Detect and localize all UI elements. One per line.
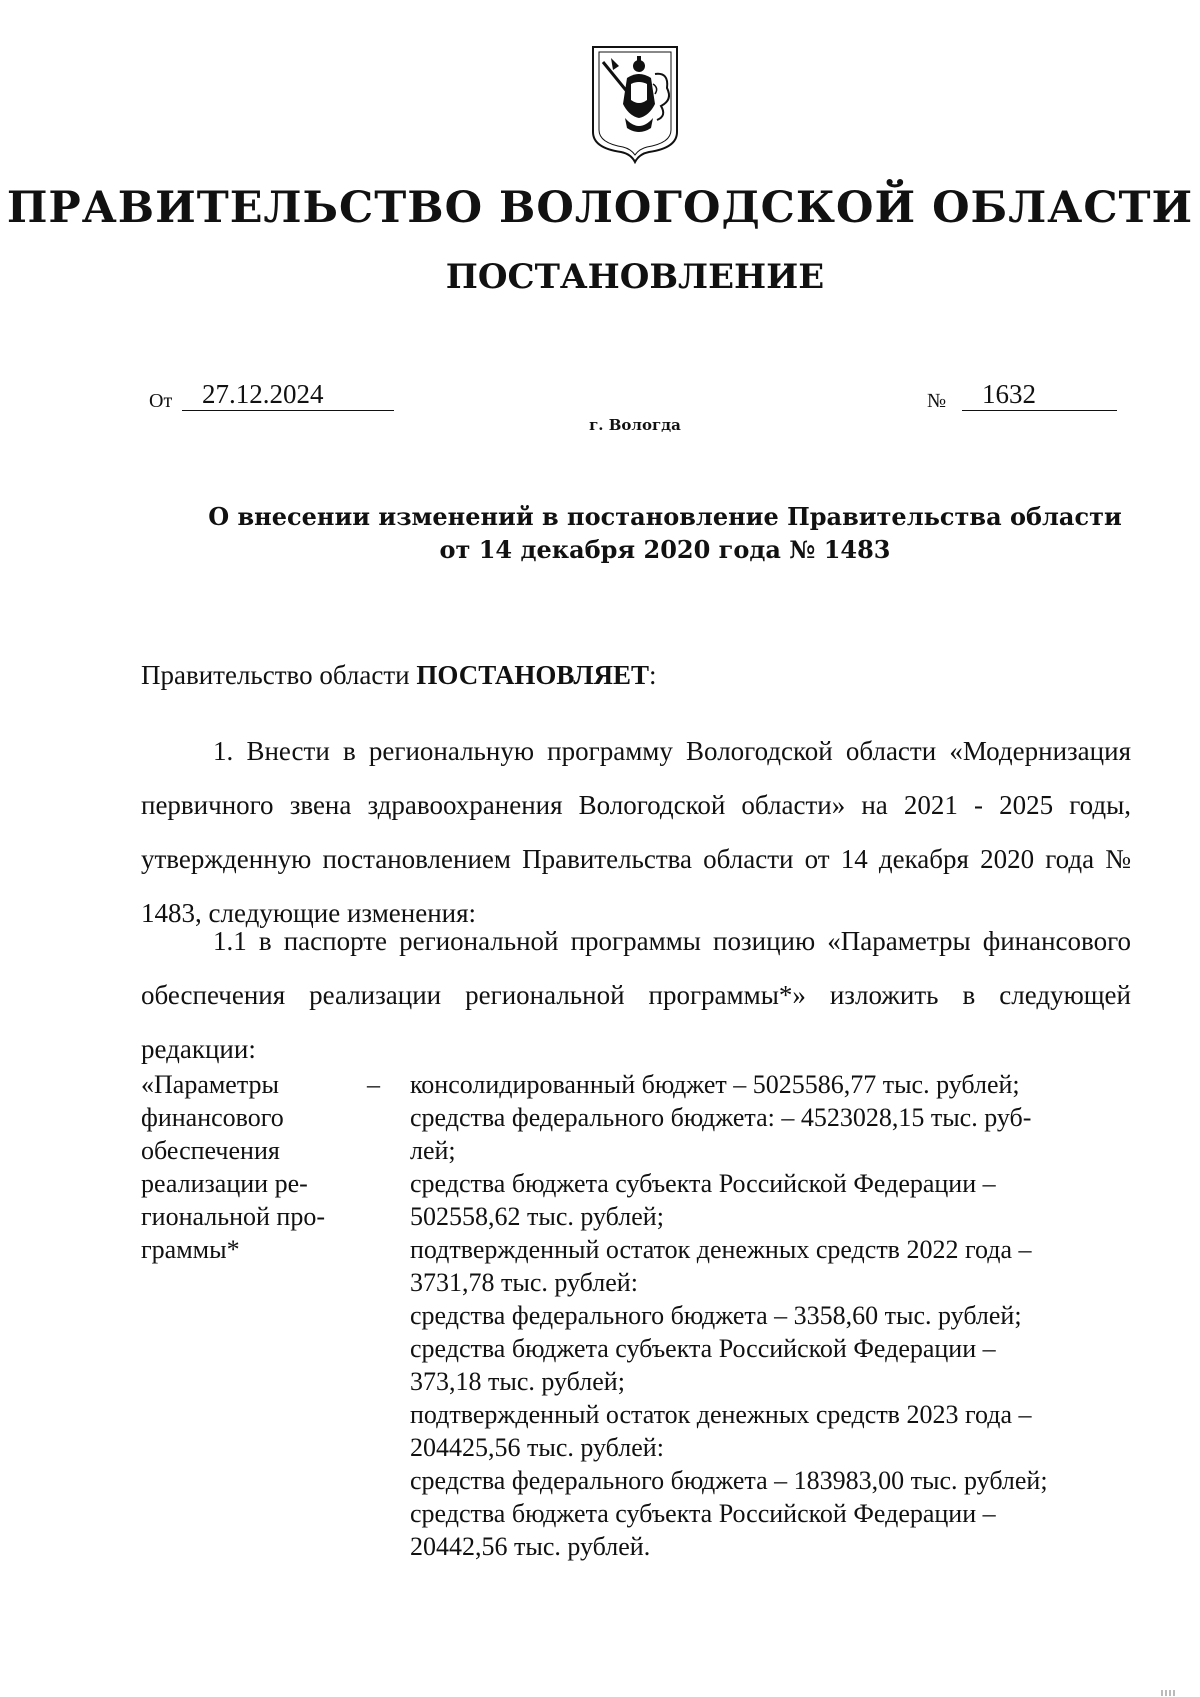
subject-line-1: О внесении изменений в постановление Правительства области [208, 502, 1122, 531]
decree-lead [141, 660, 1131, 691]
financing-label-line: реализации ре- [141, 1169, 308, 1198]
document-subject [0, 500, 1200, 566]
number-label: № [927, 390, 947, 412]
document-number: 1632 [962, 378, 1117, 411]
financing-line: средства федерального бюджета – 3358,60 тыс. рублей; [410, 1301, 1022, 1330]
financing-label-line: обеспечения [141, 1136, 280, 1165]
decree-lead-bold: ПОСТАНОВЛЯЕТ [416, 660, 649, 690]
financing-line: лей; [410, 1136, 456, 1165]
city-name: г. Вологда [589, 416, 681, 434]
paragraph-1: 1. Внести в региональную программу Вологодской области «Модернизация первичного звена здравоохранения Вологодской области» на 2021 - 2025 годы, утвержденную постановлением Правительства области от 14 декабря 2020 года № 1483, следующие изменения: [141, 736, 1131, 928]
subject-line-2: от 14 декабря 2020 года № 1483 [439, 535, 891, 564]
financing-dash: – [367, 1070, 380, 1099]
financing-line: 20442,56 тыс. рублей. [410, 1532, 651, 1561]
financing-line: 3731,78 тыс. рублей: [410, 1268, 638, 1297]
financing-line: 373,18 тыс. рублей; [410, 1367, 625, 1396]
financing-label-line: гиональной про- [141, 1202, 325, 1231]
financing-line: средства бюджета субъекта Российской Федерации – [410, 1169, 996, 1198]
decree-lead-text: Правительство области [141, 660, 417, 690]
financing-line: консолидированный бюджет – 5025586,77 тыс. рублей; [410, 1070, 1020, 1099]
financing-line: средства федерального бюджета: – 4523028,15 тыс. руб- [410, 1103, 1032, 1132]
financing-label-line: «Параметры [141, 1070, 279, 1099]
financing-line: подтвержденный остаток денежных средств 2022 года – [410, 1235, 1032, 1264]
financing-label-line: граммы* [141, 1235, 240, 1264]
organization-title: ПРАВИТЕЛЬСТВО ВОЛОГОДСКОЙ ОБЛАСТИ [6, 183, 1194, 233]
decree-lead-tail: : [648, 660, 657, 690]
document-type: ПОСТАНОВЛЕНИЕ [445, 257, 825, 297]
financing-line: средства бюджета субъекта Российской Федерации – [410, 1334, 996, 1363]
coat-of-arms-emblem [589, 44, 681, 164]
financing-line: 204425,56 тыс. рублей: [410, 1433, 664, 1462]
financing-line: средства федерального бюджета – 183983,00 тыс. рублей; [410, 1466, 1048, 1495]
financing-line: 502558,62 тыс. рублей; [410, 1202, 664, 1231]
document-date: 27.12.2024 [182, 378, 394, 411]
financing-line: средства бюджета субъекта Российской Федерации – [410, 1499, 996, 1528]
paragraph-1-1: 1.1 в паспорте региональной программы позицию «Параметры финансового обеспечения реализации региональной программы*» изложить в следующей редакции: [141, 926, 1131, 1064]
financing-label-line: финансового [141, 1103, 284, 1132]
scan-edge-mark [1160, 1690, 1180, 1696]
financing-line: подтвержденный остаток денежных средств 2023 года – [410, 1400, 1032, 1429]
financing-label [141, 1068, 361, 1266]
date-label: От [149, 390, 173, 412]
financing-details [410, 1068, 1130, 1563]
